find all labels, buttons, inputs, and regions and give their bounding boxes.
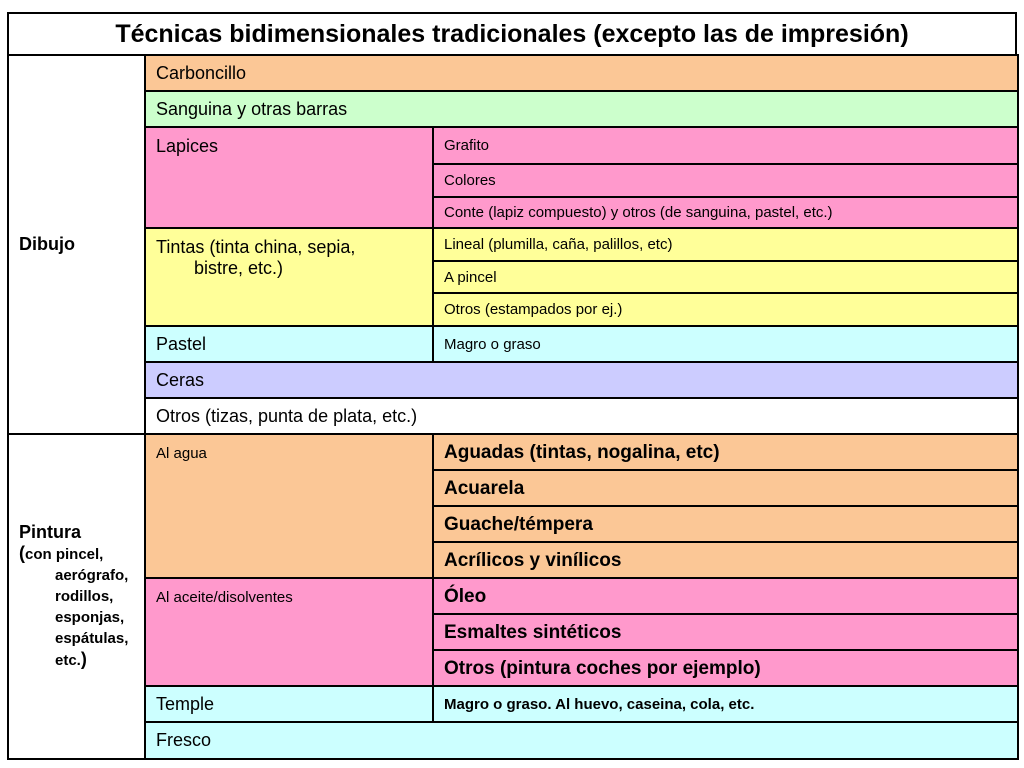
table-row [8, 91, 1018, 127]
table-row [8, 228, 1018, 261]
al-agua-item-acrilicos: Acrílicos y vinílicos [433, 542, 1018, 578]
fresco-cell: Fresco [145, 722, 1018, 759]
temple-cell: Temple [145, 686, 433, 722]
al-agua-item-acuarela: Acuarela [433, 470, 1018, 506]
tintas-item-pincel: A pincel [433, 261, 1018, 293]
pintura-category [8, 434, 145, 759]
tintas-label-line1: Tintas (tinta china, sepia, [156, 237, 356, 257]
al-aceite-item-esmaltes: Esmaltes sintéticos [433, 614, 1018, 650]
table-row [8, 398, 1018, 434]
al-aceite-item-oleo: Óleo [433, 578, 1018, 614]
table-row [8, 362, 1018, 398]
table-row [8, 578, 1018, 614]
table-row [8, 127, 1018, 164]
techniques-table [7, 54, 1019, 760]
al-aceite-item-otros: Otros (pintura coches por ejemplo) [433, 650, 1018, 686]
dibujo-otros-cell: Otros (tizas, punta de plata, etc.) [145, 398, 1018, 434]
lapices-item-colores: Colores [433, 164, 1018, 197]
temple-detail: Magro o graso. Al huevo, caseina, cola, etc. [433, 686, 1018, 722]
tintas-item-otros: Otros (estampados por ej.) [433, 293, 1018, 326]
lapices-cell: Lapices [145, 127, 433, 228]
pintura-sub-line: esponjas, [55, 609, 125, 626]
sanguina-cell: Sanguina y otras barras [145, 91, 1018, 127]
al-agua-cell: Al agua [145, 434, 433, 578]
pintura-sub-line: aerógrafo, [55, 567, 129, 584]
ceras-cell: Ceras [145, 362, 1018, 398]
table-row [8, 434, 1018, 470]
pintura-label: Pintura [19, 522, 82, 542]
pintura-sub-line: rodillos, [55, 588, 114, 605]
pastel-detail: Magro o graso [433, 326, 1018, 362]
tintas-label-line2: bistre, etc.) [194, 258, 284, 278]
dibujo-label: Dibujo [19, 234, 75, 254]
al-aceite-cell: Al aceite/disolventes [145, 578, 433, 686]
table-row [8, 55, 1018, 91]
table-row [8, 686, 1018, 722]
table-row [8, 722, 1018, 759]
carboncillo-cell: Carboncillo [145, 55, 1018, 91]
lapices-item-grafito: Grafito [433, 127, 1018, 164]
dibujo-category [8, 55, 145, 434]
pastel-cell: Pastel [145, 326, 433, 362]
pintura-sub-first: (con pincel, [19, 543, 104, 563]
al-agua-item-guache: Guache/témpera [433, 506, 1018, 542]
pintura-sub-last: etc.) [55, 649, 87, 669]
tintas-item-lineal: Lineal (plumilla, caña, palillos, etc) [433, 228, 1018, 261]
al-agua-item-aguadas: Aguadas (tintas, nogalina, etc) [433, 434, 1018, 470]
pintura-sub-line: espátulas, [55, 630, 129, 647]
tintas-cell [145, 228, 433, 326]
table-row [8, 326, 1018, 362]
table-title: Técnicas bidimensionales tradicionales (excepto las de impresión) [7, 12, 1017, 54]
lapices-item-conte: Conte (lapiz compuesto) y otros (de sanguina, pastel, etc.) [433, 197, 1018, 228]
